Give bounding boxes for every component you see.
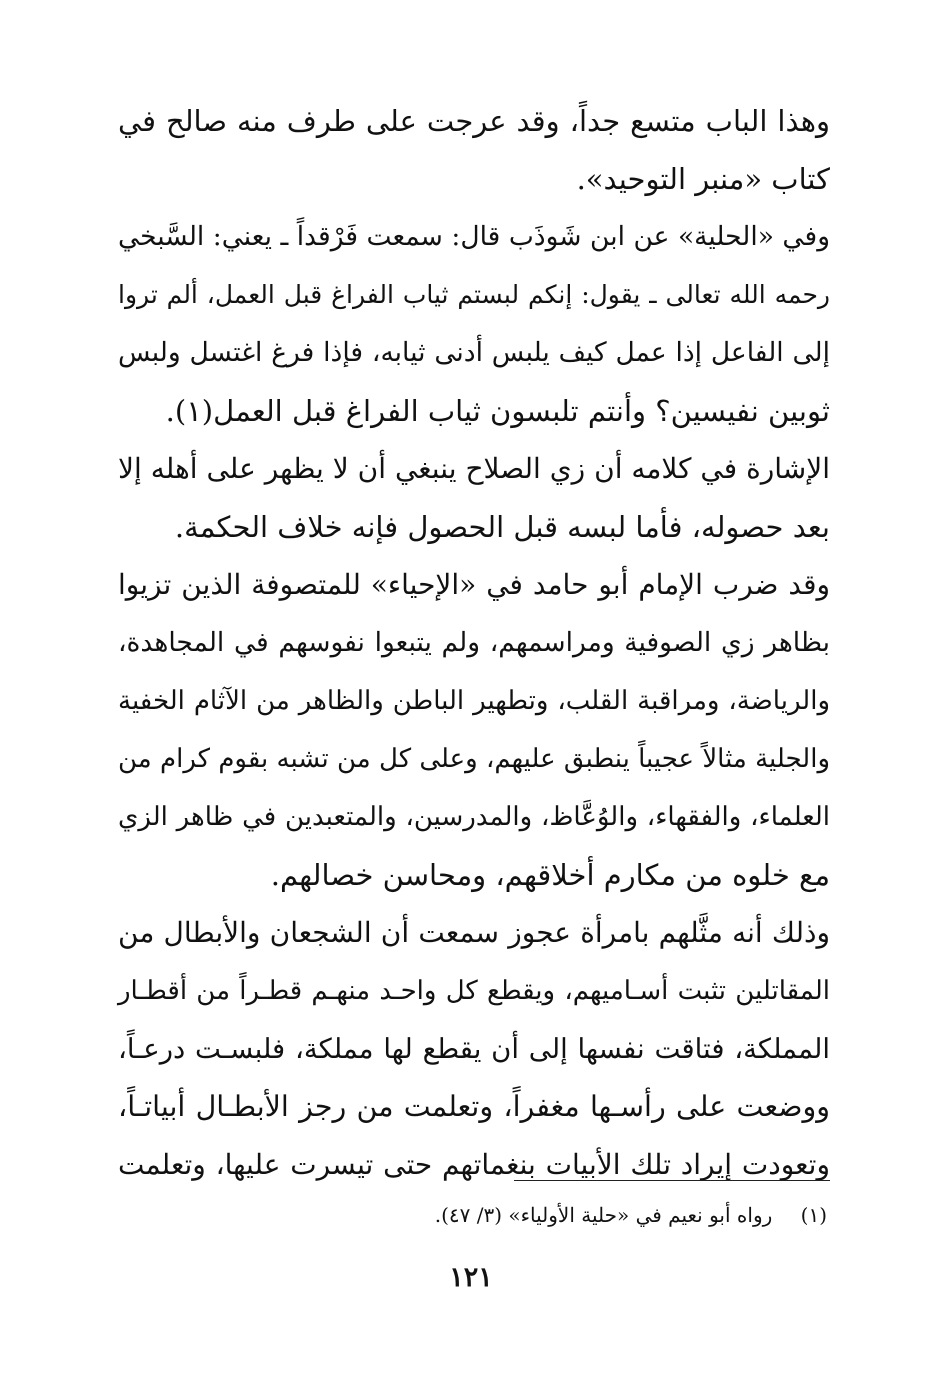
paragraph-4 <box>118 556 830 904</box>
paragraph-1 <box>118 92 830 208</box>
text-line: مع خلوه من مكارم أخلاقهم، ومحاسن خصالهم. <box>270 858 830 892</box>
footnote-marker: (١) <box>800 1203 827 1227</box>
paragraph-5 <box>118 904 830 1194</box>
main-text <box>118 92 830 1194</box>
footnote-separator <box>514 1180 830 1181</box>
text-line: والرياضة، ومراقبة القلب، وتطهير الباطن والظاهر من الآثام الخفية <box>118 686 830 716</box>
text-line: بعد حصوله، فأما لبسه قبل الحصول فإنه خلاف الحكمة. <box>174 510 830 544</box>
text-line: بظاهر زي الصوفية ومراسمهم، ولم يتبعوا نفوسهم في المجاهدة، <box>118 627 830 658</box>
text-line: ووضعت على رأسـها مغفراً، وتعلمت من رجز الأبطـال أبياتـاً، <box>118 1090 830 1123</box>
text-line: إلى الفاعل إذا عمل كيف يلبس أدنى ثيابه، فإذا فرغ اغتسل ولبس <box>118 337 830 368</box>
paragraph-3 <box>118 440 830 556</box>
page-number: ١٢١ <box>449 1262 493 1293</box>
text-line: العلماء، والفقهاء، والوُعَّاظ، والمدرسين، والمتعبدين في ظاهر الزي <box>118 802 830 832</box>
text-line: الإشارة في كلامه أن زي الصلاح ينبغي أن لا يظهر على أهله إلا <box>118 452 830 485</box>
text-line: ثوبين نفيسين؟ وأنتم تلبسون ثياب الفراغ قبل العمل(١). <box>165 394 830 428</box>
text-line: وذلك أنه مثَّلهم بامرأة عجوز سمعت أن الشجعان والأبطال من <box>118 916 830 949</box>
text-line: وقد ضرب الإمام أبو حامد في «الإحياء» للمتصوفة الذين تزيوا <box>118 568 830 601</box>
text-line: المقاتلين تثبت أسـاميهم، ويقطع كل واحـد منهـم قطـراً من أقطـار <box>118 976 830 1006</box>
text-line: كتاب «منبر التوحيد». <box>576 162 830 196</box>
text-line: رحمه الله تعالى ـ يقول: إنكم لبستم ثياب الفراغ قبل العمل، ألم تروا <box>118 280 830 309</box>
text-line: وهذا الباب متسع جداً، وقد عرجت على طرف منه صالح في <box>118 104 830 138</box>
text-line: وفي «الحلية» عن ابن شَوذَب قال: سمعت فَرْقداً ـ يعني: السَّبخي <box>118 221 830 252</box>
paragraph-2 <box>118 208 830 440</box>
footnote <box>118 1198 827 1232</box>
text-line: والجلية مثالاً عجيباً ينطبق عليهم، وعلى كل من تشبه بقوم كرام من <box>118 744 830 774</box>
footnote-text: رواه أبو نعيم في «حلية الأولياء» (٣/ ٤٧). <box>434 1203 773 1227</box>
text-line: المملكة، فتاقت نفسها إلى أن يقطع لها مملكة، فلبسـت درعـاً، <box>118 1033 830 1065</box>
text-line: وتعودت إيراد تلك الأبيات بنغماتهم حتى تيسرت عليها، وتعلمت <box>118 1148 830 1181</box>
